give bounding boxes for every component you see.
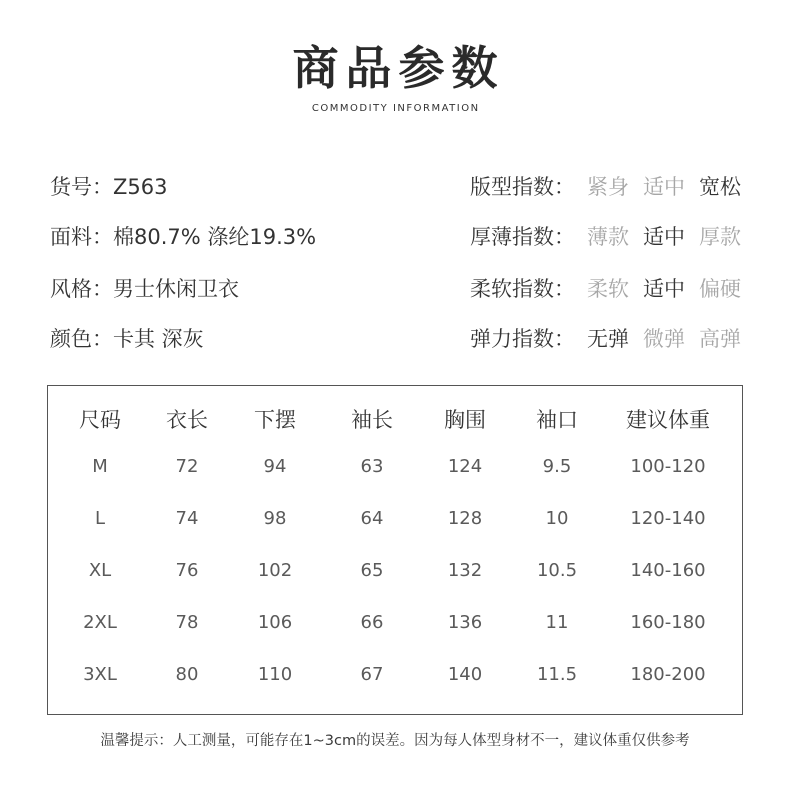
hem-cell: 106 xyxy=(257,612,293,633)
spec-value: Z563 xyxy=(113,175,168,199)
chest-cell: 128 xyxy=(447,508,483,529)
hem-cell: 102 xyxy=(257,560,293,581)
spec-option: 适中 xyxy=(643,225,685,249)
spec-label: 面料： xyxy=(50,225,113,249)
chest-cell: 124 xyxy=(447,456,483,477)
column-header-sleeve: 袖长 xyxy=(351,408,393,432)
spec-option: 偏硬 xyxy=(699,277,741,301)
spec-label: 货号： xyxy=(50,175,113,199)
cuff-cell: 10 xyxy=(545,508,569,529)
chest-cell: 136 xyxy=(447,612,483,633)
sleeve-cell: 63 xyxy=(360,456,384,477)
spec-fit-index xyxy=(470,172,748,202)
cuff-cell: 9.5 xyxy=(542,456,572,477)
spec-item-style xyxy=(50,274,239,304)
spec-option: 微弹 xyxy=(643,327,685,351)
weight-cell: 160-180 xyxy=(630,612,706,633)
weight-cell: 180-200 xyxy=(630,664,706,685)
spec-option: 无弹 xyxy=(587,327,629,351)
spec-label: 风格： xyxy=(50,277,113,301)
spec-option: 适中 xyxy=(643,277,685,301)
spec-softness-index xyxy=(470,274,748,304)
length-cell: 78 xyxy=(175,612,199,633)
table-row xyxy=(48,649,742,701)
size-cell: 3XL xyxy=(83,664,117,685)
hem-cell: 98 xyxy=(263,508,287,529)
spec-option: 厚款 xyxy=(699,225,741,249)
column-header-size: 尺码 xyxy=(79,408,121,432)
column-header-hem: 下摆 xyxy=(254,408,296,432)
size-cell: 2XL xyxy=(83,612,117,633)
column-header-length: 衣长 xyxy=(166,408,208,432)
table-header-row xyxy=(48,395,742,445)
spec-value: 男士休闲卫衣 xyxy=(113,277,239,301)
spec-label: 厚薄指数： xyxy=(470,225,575,249)
spec-option: 紧身 xyxy=(587,175,629,199)
spec-elasticity-index xyxy=(470,324,748,354)
spec-item-number xyxy=(50,172,167,202)
spec-value: 棉80.7% 涤纶19.3% xyxy=(113,225,317,249)
page-title: 商品参数 xyxy=(292,41,505,95)
size-cell: L xyxy=(94,508,106,529)
spec-item-color xyxy=(50,324,204,354)
weight-cell: 120-140 xyxy=(630,508,706,529)
sleeve-cell: 64 xyxy=(360,508,384,529)
measurement-note: 温馨提示：人工测量，可能存在1~3cm的误差。因为每人体型身材不一，建议体重仅供参考 xyxy=(100,733,690,749)
chest-cell: 140 xyxy=(447,664,483,685)
chest-cell: 132 xyxy=(447,560,483,581)
cuff-cell: 10.5 xyxy=(536,560,578,581)
cuff-cell: 11.5 xyxy=(536,664,578,685)
table-row xyxy=(48,597,742,649)
column-header-cuff: 袖口 xyxy=(536,408,578,432)
spec-option: 薄款 xyxy=(587,225,629,249)
length-cell: 76 xyxy=(175,560,199,581)
spec-option: 柔软 xyxy=(587,277,629,301)
length-cell: 80 xyxy=(175,664,199,685)
spec-option: 适中 xyxy=(643,175,685,199)
table-row xyxy=(48,441,742,493)
weight-cell: 140-160 xyxy=(630,560,706,581)
spec-value: 卡其 深灰 xyxy=(113,327,204,351)
column-header-weight: 建议体重 xyxy=(626,408,710,432)
sleeve-cell: 65 xyxy=(360,560,384,581)
cuff-cell: 11 xyxy=(545,612,569,633)
length-cell: 72 xyxy=(175,456,199,477)
weight-cell: 100-120 xyxy=(630,456,706,477)
spec-option: 宽松 xyxy=(699,175,741,199)
sleeve-cell: 66 xyxy=(360,612,384,633)
spec-label: 弹力指数： xyxy=(470,327,575,351)
page-subtitle: COMMODITY INFORMATION xyxy=(311,103,480,114)
spec-label: 版型指数： xyxy=(470,175,575,199)
size-cell: XL xyxy=(88,560,112,581)
spec-label: 颜色： xyxy=(50,327,113,351)
spec-label: 柔软指数： xyxy=(470,277,575,301)
table-row xyxy=(48,545,742,597)
size-cell: M xyxy=(92,456,108,477)
spec-item-fabric xyxy=(50,222,316,252)
column-header-chest: 胸围 xyxy=(444,408,486,432)
spec-option: 高弹 xyxy=(699,327,741,351)
sleeve-cell: 67 xyxy=(360,664,384,685)
spec-thickness-index xyxy=(470,222,748,252)
hem-cell: 110 xyxy=(257,664,293,685)
length-cell: 74 xyxy=(175,508,199,529)
size-table xyxy=(47,385,743,715)
table-row xyxy=(48,493,742,545)
hem-cell: 94 xyxy=(263,456,287,477)
